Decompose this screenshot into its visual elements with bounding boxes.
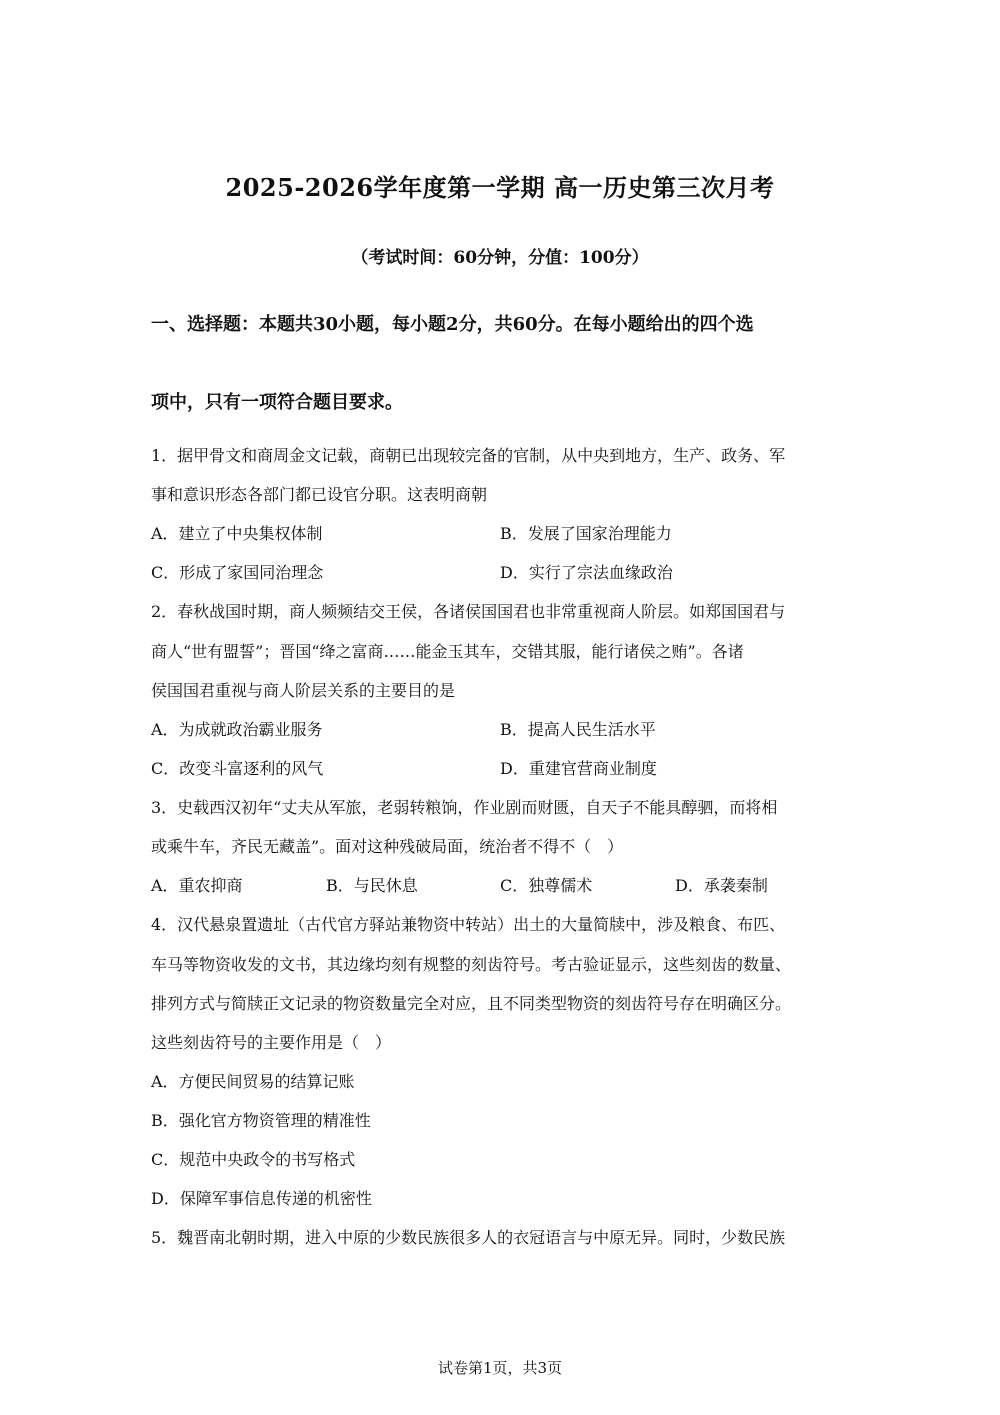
question-4-line-1: 4．汉代悬泉置遗址（古代官方驿站兼物资中转站）出土的大量简牍中，涉及粮食、布匹、: [151, 915, 786, 934]
page-footer: 试卷第1页，共3页: [437, 1359, 563, 1377]
question-5-line-1: 5．魏晋南北朝时期，进入中原的少数民族很多人的衣冠语言与中原无异。同时，少数民族: [151, 1228, 786, 1247]
question-4-option-c: C．规范中央政令的书写格式: [151, 1150, 356, 1169]
question-3-line-1: 3．史载西汉初年“丈夫从军旅，老弱转粮饷，作业剧而财匮，自天子不能具醇驷，而将相: [151, 798, 778, 817]
page-title: 2025-2026学年度第一学期 高一历史第三次月考: [225, 173, 775, 202]
question-1-option-b: B．发展了国家治理能力: [500, 524, 672, 543]
question-3-option-a: A．重农抑商: [151, 876, 243, 895]
question-4-option-d: D．保障军事信息传递的机密性: [151, 1189, 372, 1208]
question-4-line-2: 车马等物资收发的文书，其边缘均刻有规整的刻齿符号。考古验证显示，这些刻齿的数量、: [151, 955, 792, 974]
question-1-option-d: D．实行了宗法血缘政治: [500, 563, 673, 582]
question-2-line-2: 商人“世有盟誓”；晋国“绛之富商……能金玉其车，交错其服，能行诸侯之贿”。各诸: [151, 642, 744, 661]
exam-info: （考试时间：60分钟，分值：100分）: [351, 248, 649, 268]
question-3-option-c: C．独尊儒术: [500, 876, 593, 895]
section-heading-line-2: 项中，只有一项符合题目要求。: [151, 392, 403, 413]
question-2-option-c: C．改变斗富逐利的风气: [151, 759, 324, 778]
question-2-option-a: A．为成就政治霸业服务: [151, 720, 323, 739]
question-1-line-1: 1．据甲骨文和商周金文记载，商朝已出现较完备的官制，从中央到地方，生产、政务、军: [151, 446, 786, 465]
question-1-option-a: A．建立了中央集权体制: [151, 524, 323, 543]
question-2-option-b: B．提高人民生活水平: [500, 720, 656, 739]
question-3-option-d: D．承袭秦制: [675, 876, 768, 895]
question-1-option-c: C．形成了家国同治理念: [151, 563, 324, 582]
question-4-line-4: 这些刻齿符号的主要作用是（ ）: [151, 1033, 392, 1052]
question-4-option-a: A．方便民间贸易的结算记账: [151, 1072, 355, 1091]
section-heading-line-1: 一、选择题：本题共30小题，每小题2分，共60分。在每小题给出的四个选: [151, 314, 754, 335]
question-4-option-b: B．强化官方物资管理的精准性: [151, 1111, 371, 1130]
question-2-option-d: D．重建官营商业制度: [500, 759, 657, 778]
question-3-line-2: 或乘牛车，齐民无藏盖”。面对这种残破局面，统治者不得不（ ）: [151, 837, 624, 856]
question-1-line-2: 事和意识形态各部门都已设官分职。这表明商朝: [151, 485, 488, 504]
question-3-option-b: B．与民休息: [326, 876, 418, 895]
question-2-line-1: 2．春秋战国时期，商人频频结交王侯，各诸侯国国君也非常重视商人阶层。如郑国国君与: [151, 602, 786, 621]
question-2-line-3: 侯国国君重视与商人阶层关系的主要目的是: [151, 681, 456, 700]
question-4-line-3: 排列方式与简牍正文记录的物资数量完全对应，且不同类型物资的刻齿符号存在明确区分。: [151, 994, 792, 1013]
